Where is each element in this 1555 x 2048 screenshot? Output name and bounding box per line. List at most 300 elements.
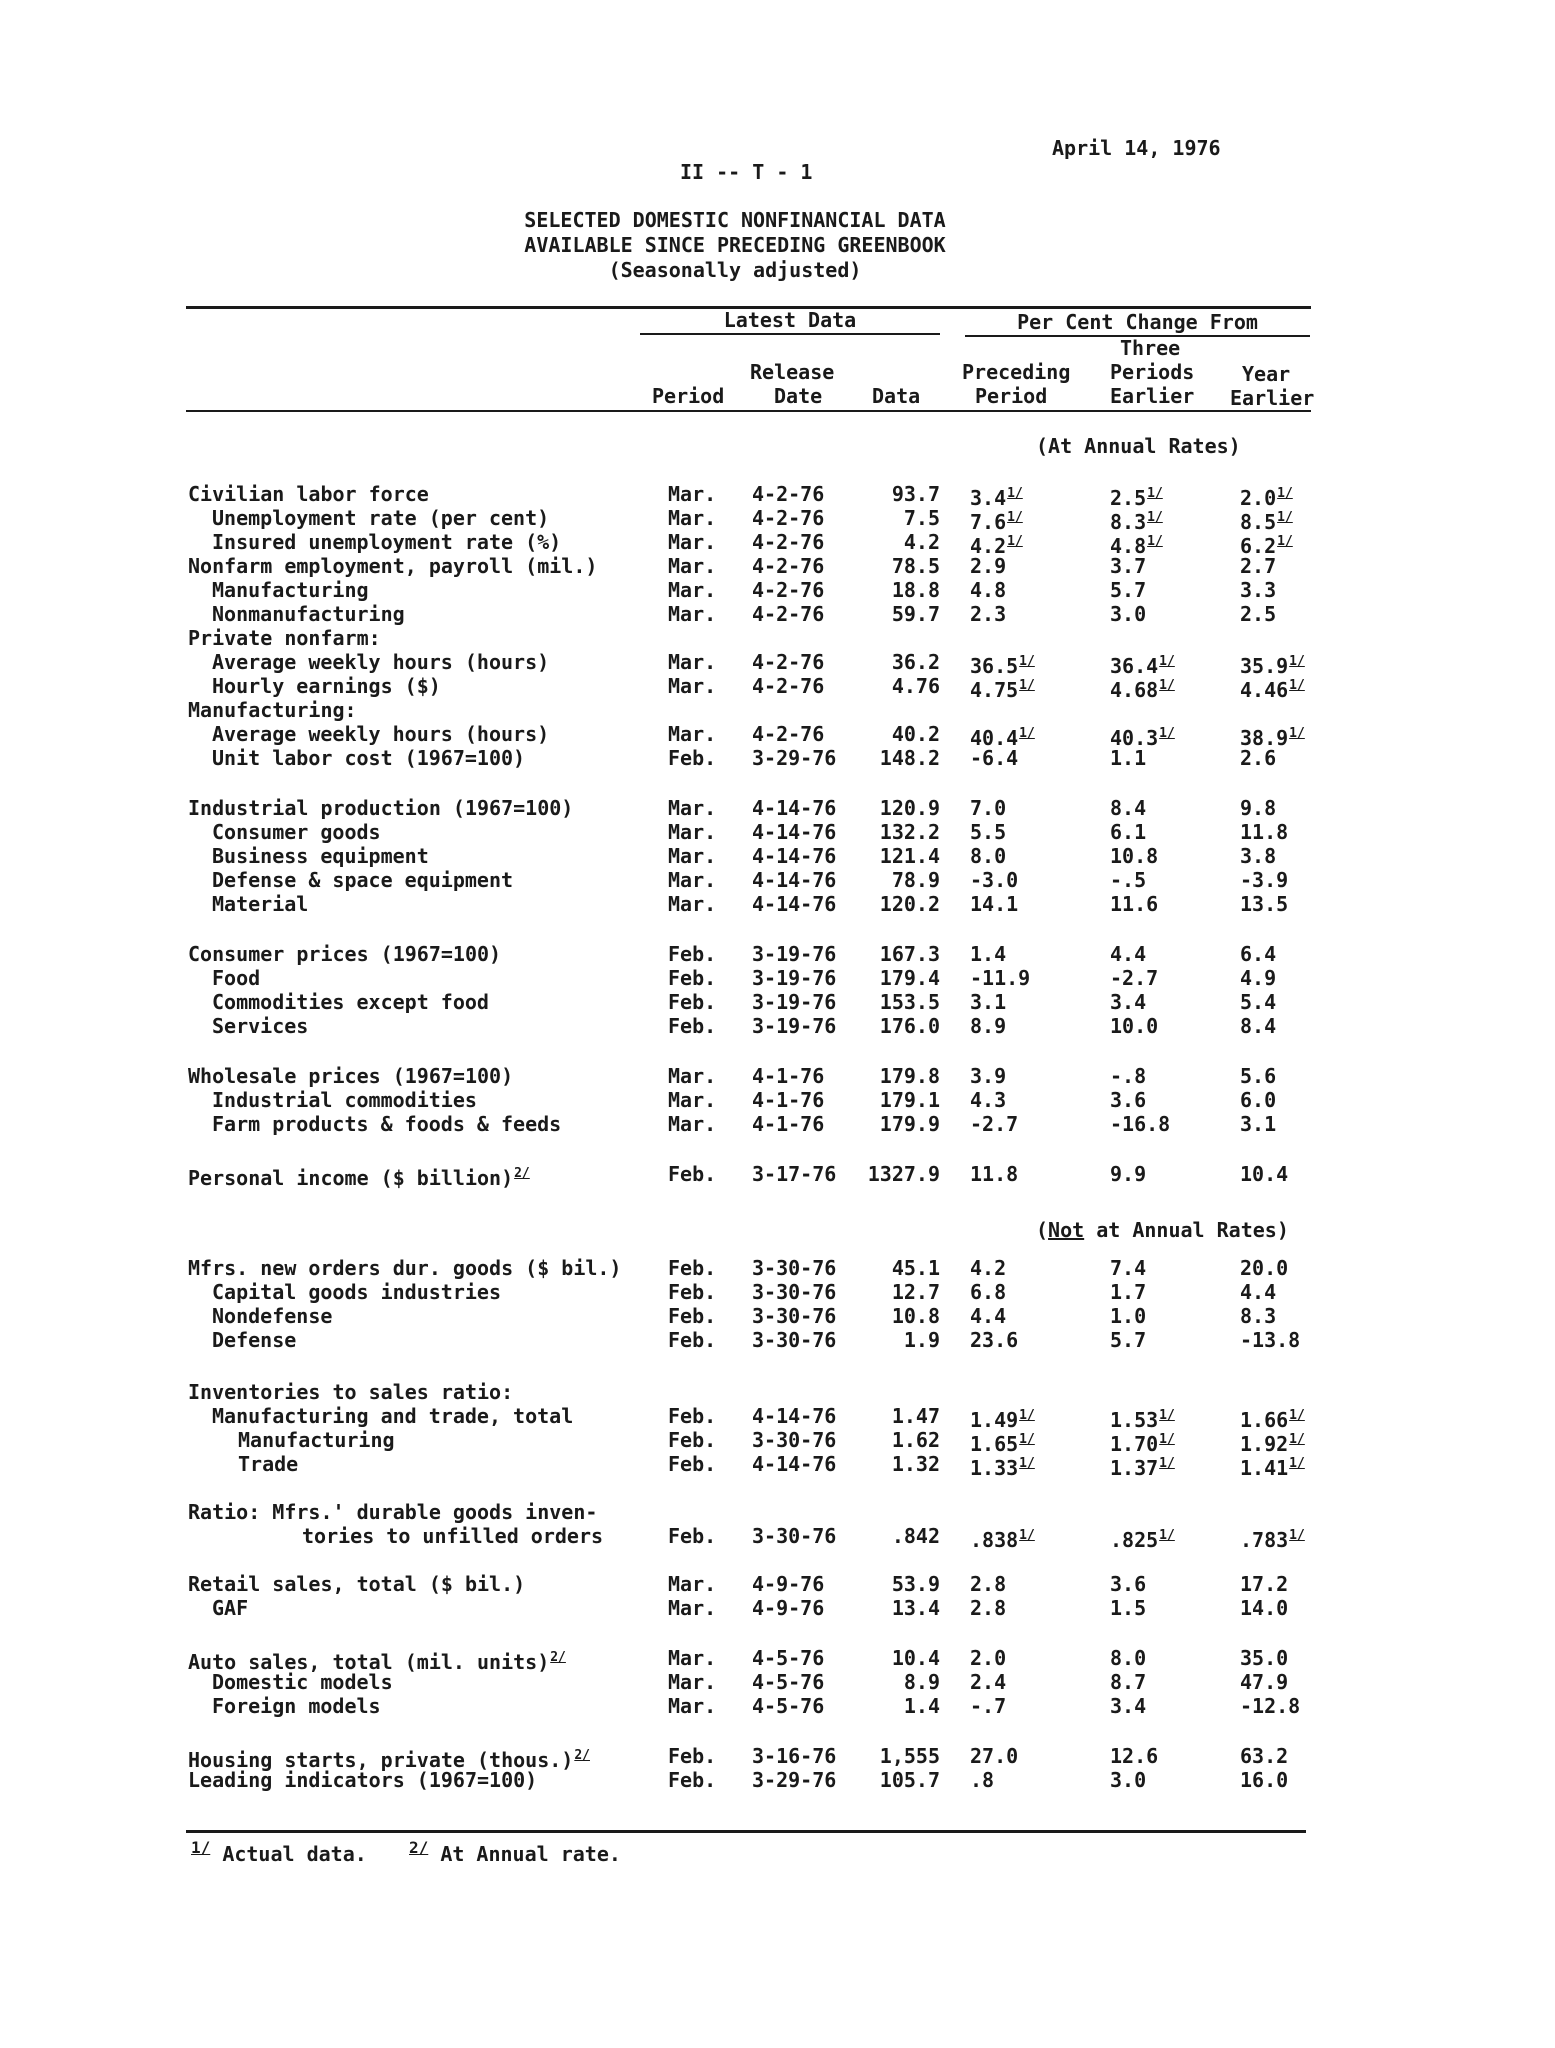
table-row bbox=[0, 844, 1555, 869]
row-release-date bbox=[752, 820, 836, 844]
row-preceding-change bbox=[970, 1572, 1070, 1596]
row-year-change bbox=[1240, 1694, 1330, 1718]
row-label-text: Unemployment rate (per cent) bbox=[212, 506, 550, 530]
row-release-date-value: 4-2-76 bbox=[752, 482, 825, 506]
footnote-marker: 1/ bbox=[1289, 726, 1305, 741]
row-release-date-value: 3-30-76 bbox=[752, 1524, 837, 1548]
row-label-text: Housing starts, private (thous.) bbox=[188, 1748, 574, 1772]
row-label bbox=[212, 1404, 573, 1428]
table-row bbox=[0, 966, 1555, 991]
row-label bbox=[212, 966, 260, 990]
footnote-marker: 1/ bbox=[1007, 534, 1023, 549]
row-preceding-change bbox=[970, 746, 1070, 770]
row-period bbox=[668, 1256, 716, 1280]
row-release-date-value: 3-17-76 bbox=[752, 1162, 837, 1186]
row-period-value: Feb. bbox=[668, 746, 717, 770]
col-head-release-1: Release bbox=[750, 360, 835, 384]
row-year-change bbox=[1240, 868, 1330, 892]
row-data-value: 1.62 bbox=[891, 1428, 940, 1452]
row-period-value: Mar. bbox=[668, 820, 717, 844]
row-preceding-change-value: 4.4 bbox=[970, 1304, 1007, 1328]
row-preceding-change bbox=[970, 1064, 1070, 1088]
row-data bbox=[850, 868, 940, 892]
at-annual-rates-note: (At Annual Rates) bbox=[1036, 434, 1241, 458]
row-preceding-change-value: 40.4 bbox=[970, 726, 1019, 750]
row-three-periods-change bbox=[1110, 1256, 1210, 1280]
footnote-marker: 1/ bbox=[1159, 678, 1175, 693]
row-preceding-change bbox=[970, 1328, 1070, 1352]
row-release-date-value: 3-19-76 bbox=[752, 1014, 837, 1038]
row-period bbox=[668, 578, 716, 602]
table-row bbox=[0, 578, 1555, 603]
row-year-change-value: 10.4 bbox=[1240, 1162, 1289, 1186]
latest-data-rule bbox=[640, 333, 940, 335]
row-year-change bbox=[1240, 1088, 1330, 1112]
row-data-value: 12.7 bbox=[891, 1280, 940, 1304]
row-three-periods-change-value: 11.6 bbox=[1110, 892, 1159, 916]
row-period bbox=[668, 844, 716, 868]
row-year-change-value: 2.5 bbox=[1240, 602, 1277, 626]
row-three-periods-change-value: -.5 bbox=[1110, 868, 1147, 892]
row-year-change-value: 3.1 bbox=[1240, 1112, 1277, 1136]
table-row bbox=[0, 1694, 1555, 1719]
row-period bbox=[668, 530, 716, 554]
footnote-marker: 1/ bbox=[1159, 726, 1175, 741]
row-release-date bbox=[752, 1112, 824, 1136]
row-preceding-change bbox=[970, 554, 1070, 578]
row-period-value: Feb. bbox=[668, 1280, 717, 1304]
row-preceding-change bbox=[970, 1088, 1070, 1112]
footnote-marker: 1/ bbox=[1277, 486, 1293, 501]
row-year-change bbox=[1240, 554, 1330, 578]
footnote-marker: 1/ bbox=[1289, 1456, 1305, 1471]
row-data-value: 179.4 bbox=[879, 966, 940, 990]
table-row bbox=[0, 1304, 1555, 1329]
row-year-change-value: 1.66 bbox=[1240, 1408, 1289, 1432]
row-three-periods-change-value: 6.1 bbox=[1110, 820, 1147, 844]
row-release-date bbox=[752, 990, 836, 1014]
row-three-periods-change-value: 8.0 bbox=[1110, 1646, 1147, 1670]
not-annual-rates-note: (Not at Annual Rates) bbox=[1036, 1218, 1289, 1242]
row-release-date bbox=[752, 650, 824, 674]
row-release-date-value: 4-2-76 bbox=[752, 530, 825, 554]
row-three-periods-change-value: -2.7 bbox=[1110, 966, 1159, 990]
row-period bbox=[668, 674, 716, 698]
row-three-periods-change-value: 3.0 bbox=[1110, 602, 1147, 626]
row-preceding-change bbox=[970, 1646, 1070, 1670]
row-label-text: Foreign models bbox=[212, 1694, 381, 1718]
row-label bbox=[188, 698, 357, 722]
row-period bbox=[668, 796, 716, 820]
row-preceding-change-value: -6.4 bbox=[970, 746, 1019, 770]
row-period-value: Feb. bbox=[668, 1524, 717, 1548]
row-period-value: Mar. bbox=[668, 844, 717, 868]
table-row bbox=[0, 1744, 1555, 1772]
row-data-value: 45.1 bbox=[891, 1256, 940, 1280]
row-preceding-change bbox=[970, 820, 1070, 844]
row-data bbox=[850, 530, 940, 554]
row-data bbox=[850, 796, 940, 820]
row-year-change-value: -13.8 bbox=[1240, 1328, 1301, 1352]
row-three-periods-change bbox=[1110, 868, 1210, 892]
row-period-value: Mar. bbox=[668, 1646, 717, 1670]
row-three-periods-change-value: 4.8 bbox=[1110, 534, 1147, 558]
row-release-date-value: 3-19-76 bbox=[752, 990, 837, 1014]
row-release-date bbox=[752, 1744, 836, 1768]
row-release-date bbox=[752, 1670, 824, 1694]
row-release-date bbox=[752, 1304, 836, 1328]
row-period bbox=[668, 1572, 716, 1596]
row-three-periods-change-value: 5.7 bbox=[1110, 578, 1147, 602]
row-data-value: 1327.9 bbox=[867, 1162, 940, 1186]
row-release-date-value: 3-30-76 bbox=[752, 1280, 837, 1304]
row-release-date-value: 4-2-76 bbox=[752, 674, 825, 698]
row-label-text: Nonmanufacturing bbox=[212, 602, 405, 626]
row-label-text: Food bbox=[212, 966, 261, 990]
row-period bbox=[668, 892, 716, 916]
row-label-text: Manufacturing bbox=[212, 578, 369, 602]
row-label-text: Personal income ($ billion) bbox=[188, 1166, 514, 1190]
row-three-periods-change-value: 36.4 bbox=[1110, 654, 1159, 678]
row-preceding-change bbox=[970, 1768, 1070, 1792]
row-period-value: Feb. bbox=[668, 990, 717, 1014]
row-label-text: Manufacturing: bbox=[188, 698, 357, 722]
row-preceding-change-value: 2.4 bbox=[970, 1670, 1007, 1694]
row-year-change-value: 35.0 bbox=[1240, 1646, 1289, 1670]
table-row bbox=[0, 1328, 1555, 1353]
row-release-date-value: 4-1-76 bbox=[752, 1088, 825, 1112]
row-preceding-change bbox=[970, 1744, 1070, 1768]
row-year-change bbox=[1240, 942, 1330, 966]
row-year-change-value: 8.5 bbox=[1240, 510, 1277, 534]
row-year-change bbox=[1240, 1014, 1330, 1038]
row-period bbox=[668, 1088, 716, 1112]
row-data-value: 59.7 bbox=[891, 602, 940, 626]
row-period bbox=[668, 1328, 716, 1352]
row-period-value: Feb. bbox=[668, 1404, 717, 1428]
row-data bbox=[850, 1280, 940, 1304]
row-period-value: Feb. bbox=[668, 1162, 717, 1186]
row-label bbox=[212, 1694, 381, 1718]
row-label-text: Hourly earnings ($) bbox=[212, 674, 441, 698]
footnote-1 bbox=[190, 1838, 367, 1866]
row-release-date-value: 4-2-76 bbox=[752, 578, 825, 602]
row-release-date bbox=[752, 1404, 836, 1428]
table-row bbox=[0, 796, 1555, 821]
row-release-date-value: 4-5-76 bbox=[752, 1694, 825, 1718]
table-row bbox=[0, 650, 1555, 678]
table-row bbox=[0, 506, 1555, 534]
row-three-periods-change-value: .825 bbox=[1110, 1528, 1159, 1552]
row-release-date bbox=[752, 746, 836, 770]
row-label bbox=[212, 722, 549, 746]
col-head-release-2: Date bbox=[774, 384, 823, 408]
row-release-date-value: 4-2-76 bbox=[752, 554, 825, 578]
row-three-periods-change-value: 9.9 bbox=[1110, 1162, 1147, 1186]
row-label-text: Nonfarm employment, payroll (mil.) bbox=[188, 554, 598, 578]
row-three-periods-change-value: 3.6 bbox=[1110, 1572, 1147, 1596]
row-label bbox=[212, 530, 561, 554]
row-label-text: Insured unemployment rate (%) bbox=[212, 530, 562, 554]
table-row bbox=[0, 602, 1555, 627]
row-period-value: Feb. bbox=[668, 1304, 717, 1328]
row-preceding-change bbox=[970, 796, 1070, 820]
row-label bbox=[188, 1768, 537, 1792]
table-row bbox=[0, 1256, 1555, 1281]
row-preceding-change bbox=[970, 602, 1070, 626]
row-three-periods-change bbox=[1110, 892, 1210, 916]
row-three-periods-change-value: 4.68 bbox=[1110, 678, 1159, 702]
row-release-date-value: 4-1-76 bbox=[752, 1112, 825, 1136]
row-three-periods-change bbox=[1110, 1768, 1210, 1792]
row-label-text: Industrial production (1967=100) bbox=[188, 796, 574, 820]
row-year-change bbox=[1240, 1112, 1330, 1136]
row-period bbox=[668, 1524, 716, 1548]
row-release-date-value: 3-19-76 bbox=[752, 942, 837, 966]
footnote-marker: 1/ bbox=[1277, 510, 1293, 525]
row-data-value: 10.8 bbox=[891, 1304, 940, 1328]
row-label bbox=[188, 1064, 513, 1088]
row-three-periods-change-value: 3.6 bbox=[1110, 1088, 1147, 1112]
row-data bbox=[850, 1670, 940, 1694]
table-row bbox=[0, 868, 1555, 893]
col-head-preceding-1: Preceding bbox=[962, 360, 1071, 384]
row-period bbox=[668, 554, 716, 578]
row-year-change-value: 63.2 bbox=[1240, 1744, 1289, 1768]
row-period bbox=[668, 1596, 716, 1620]
row-release-date bbox=[752, 506, 824, 530]
row-release-date bbox=[752, 1694, 824, 1718]
row-data bbox=[850, 722, 940, 746]
row-period bbox=[668, 1064, 716, 1088]
row-release-date-value: 4-14-76 bbox=[752, 868, 837, 892]
table-row bbox=[0, 1596, 1555, 1621]
row-preceding-change-value: -.7 bbox=[970, 1694, 1007, 1718]
row-data bbox=[850, 942, 940, 966]
row-year-change-value: 4.46 bbox=[1240, 678, 1289, 702]
row-preceding-change-value: 1.33 bbox=[970, 1456, 1019, 1480]
row-data-value: 18.8 bbox=[891, 578, 940, 602]
row-period-value: Feb. bbox=[668, 1428, 717, 1452]
row-data bbox=[850, 1596, 940, 1620]
row-year-change bbox=[1240, 1572, 1330, 1596]
table-row bbox=[0, 746, 1555, 771]
row-label bbox=[212, 844, 429, 868]
row-data-value: 179.9 bbox=[879, 1112, 940, 1136]
row-release-date-value: 4-2-76 bbox=[752, 650, 825, 674]
row-data-value: 93.7 bbox=[891, 482, 940, 506]
row-year-change-value: 35.9 bbox=[1240, 654, 1289, 678]
row-three-periods-change bbox=[1110, 1112, 1210, 1136]
row-data bbox=[850, 1572, 940, 1596]
row-release-date-value: 4-14-76 bbox=[752, 844, 837, 868]
row-three-periods-change-value: 1.37 bbox=[1110, 1456, 1159, 1480]
row-year-change-value: 6.0 bbox=[1240, 1088, 1277, 1112]
row-data bbox=[850, 1694, 940, 1718]
row-data-value: 36.2 bbox=[891, 650, 940, 674]
row-release-date bbox=[752, 1256, 836, 1280]
row-release-date bbox=[752, 796, 836, 820]
row-release-date-value: 3-30-76 bbox=[752, 1256, 837, 1280]
row-period-value: Mar. bbox=[668, 674, 717, 698]
table-row bbox=[0, 1380, 1555, 1405]
row-three-periods-change-value: 3.0 bbox=[1110, 1768, 1147, 1792]
row-three-periods-change-value: 5.7 bbox=[1110, 1328, 1147, 1352]
row-period bbox=[668, 820, 716, 844]
row-label bbox=[212, 578, 369, 602]
row-label bbox=[212, 868, 513, 892]
row-three-periods-change bbox=[1110, 578, 1210, 602]
row-three-periods-change bbox=[1110, 1670, 1210, 1694]
row-release-date-value: 4-5-76 bbox=[752, 1670, 825, 1694]
row-three-periods-change bbox=[1110, 1280, 1210, 1304]
row-data bbox=[850, 1304, 940, 1328]
row-year-change-value: .783 bbox=[1240, 1528, 1289, 1552]
row-period bbox=[668, 1280, 716, 1304]
row-release-date bbox=[752, 1088, 824, 1112]
row-data-value: 13.4 bbox=[891, 1596, 940, 1620]
row-data-value: 78.5 bbox=[891, 554, 940, 578]
row-preceding-change-value: 14.1 bbox=[970, 892, 1019, 916]
row-release-date bbox=[752, 1328, 836, 1352]
row-year-change bbox=[1240, 892, 1330, 916]
row-release-date bbox=[752, 1452, 836, 1476]
table-row bbox=[0, 990, 1555, 1015]
col-head-year-2: Earlier bbox=[1230, 386, 1315, 410]
row-preceding-change-value: 8.9 bbox=[970, 1014, 1007, 1038]
row-release-date-value: 4-14-76 bbox=[752, 796, 837, 820]
row-three-periods-change bbox=[1110, 1014, 1210, 1038]
row-preceding-change-value: 2.3 bbox=[970, 602, 1007, 626]
row-preceding-change bbox=[970, 1452, 1070, 1480]
row-data bbox=[850, 1404, 940, 1428]
row-label bbox=[188, 626, 381, 650]
row-preceding-change-value: 8.0 bbox=[970, 844, 1007, 868]
row-preceding-change bbox=[970, 1694, 1070, 1718]
row-year-change bbox=[1240, 1768, 1330, 1792]
footnote-2-mark: 2/ bbox=[409, 1838, 429, 1857]
row-data-value: 132.2 bbox=[879, 820, 940, 844]
row-year-change-value: 3.3 bbox=[1240, 578, 1277, 602]
row-year-change bbox=[1240, 1256, 1330, 1280]
table-row bbox=[0, 1500, 1555, 1525]
row-year-change-value: 11.8 bbox=[1240, 820, 1289, 844]
row-year-change bbox=[1240, 796, 1330, 820]
row-data-value: 1.32 bbox=[891, 1452, 940, 1476]
row-three-periods-change-value: 8.3 bbox=[1110, 510, 1147, 534]
row-data-value: 148.2 bbox=[879, 746, 940, 770]
row-period-value: Mar. bbox=[668, 1572, 717, 1596]
document-date: April 14, 1976 bbox=[1052, 136, 1221, 160]
row-year-change bbox=[1240, 746, 1330, 770]
row-release-date-value: 3-30-76 bbox=[752, 1428, 837, 1452]
row-label-text: Services bbox=[212, 1014, 309, 1038]
row-period-value: Mar. bbox=[668, 602, 717, 626]
row-period bbox=[668, 746, 716, 770]
row-label bbox=[188, 1572, 525, 1596]
row-release-date bbox=[752, 1014, 836, 1038]
row-period bbox=[668, 1452, 716, 1476]
row-data-value: 40.2 bbox=[891, 722, 940, 746]
row-three-periods-change-value: 1.70 bbox=[1110, 1432, 1159, 1456]
row-label bbox=[212, 1328, 296, 1352]
row-release-date-value: 4-9-76 bbox=[752, 1596, 825, 1620]
row-year-change bbox=[1240, 1064, 1330, 1088]
row-data bbox=[850, 1524, 940, 1548]
row-label-text: Wholesale prices (1967=100) bbox=[188, 1064, 514, 1088]
row-preceding-change-value: 1.49 bbox=[970, 1408, 1019, 1432]
row-preceding-change-value: 4.2 bbox=[970, 1256, 1007, 1280]
row-preceding-change-value: 6.8 bbox=[970, 1280, 1007, 1304]
footnote-marker: 1/ bbox=[1289, 654, 1305, 669]
row-release-date bbox=[752, 578, 824, 602]
table-row bbox=[0, 942, 1555, 967]
row-three-periods-change bbox=[1110, 1694, 1210, 1718]
row-year-change bbox=[1240, 1162, 1330, 1186]
row-data bbox=[850, 1768, 940, 1792]
row-year-change-value: 6.2 bbox=[1240, 534, 1277, 558]
table-row bbox=[0, 674, 1555, 702]
row-period-value: Mar. bbox=[668, 722, 717, 746]
row-data-value: 167.3 bbox=[879, 942, 940, 966]
row-data bbox=[850, 1646, 940, 1670]
row-preceding-change bbox=[970, 578, 1070, 602]
row-three-periods-change-value: 2.5 bbox=[1110, 486, 1147, 510]
row-label bbox=[212, 1596, 248, 1620]
row-data-value: 8.9 bbox=[903, 1670, 940, 1694]
row-preceding-change bbox=[970, 1670, 1070, 1694]
row-three-periods-change bbox=[1110, 1328, 1210, 1352]
row-data bbox=[850, 1162, 940, 1186]
row-year-change-value: 13.5 bbox=[1240, 892, 1289, 916]
row-data bbox=[850, 602, 940, 626]
footnote-marker: 1/ bbox=[1019, 1528, 1035, 1543]
row-data bbox=[850, 1256, 940, 1280]
footnote-marker: 1/ bbox=[1019, 654, 1035, 669]
table-row bbox=[0, 1428, 1555, 1456]
table-row bbox=[0, 1768, 1555, 1793]
row-three-periods-change-value: -.8 bbox=[1110, 1064, 1147, 1088]
row-period-value: Mar. bbox=[668, 868, 717, 892]
row-label-text: Commodities except food bbox=[212, 990, 489, 1014]
row-three-periods-change bbox=[1110, 1088, 1210, 1112]
row-release-date bbox=[752, 1280, 836, 1304]
row-label-text: Trade bbox=[238, 1452, 299, 1476]
row-period-value: Feb. bbox=[668, 1452, 717, 1476]
row-preceding-change-value: 3.9 bbox=[970, 1064, 1007, 1088]
row-release-date bbox=[752, 868, 836, 892]
row-data bbox=[850, 746, 940, 770]
footnote-marker: 1/ bbox=[1147, 510, 1163, 525]
table-row bbox=[0, 820, 1555, 845]
row-period-value: Feb. bbox=[668, 1256, 717, 1280]
table-row bbox=[0, 892, 1555, 917]
not-word: Not bbox=[1048, 1218, 1085, 1242]
row-label bbox=[188, 554, 597, 578]
row-release-date-value: 3-30-76 bbox=[752, 1304, 837, 1328]
row-preceding-change-value: 1.4 bbox=[970, 942, 1007, 966]
row-data bbox=[850, 1744, 940, 1768]
footnote-2 bbox=[408, 1838, 621, 1866]
row-period-value: Feb. bbox=[668, 1014, 717, 1038]
row-label-text: Inventories to sales ratio: bbox=[188, 1380, 514, 1404]
row-year-change bbox=[1240, 966, 1330, 990]
row-year-change bbox=[1240, 1452, 1330, 1480]
footnote-marker: 1/ bbox=[1159, 1408, 1175, 1423]
row-label bbox=[212, 650, 549, 674]
row-year-change-value: 4.4 bbox=[1240, 1280, 1277, 1304]
footnote-1-mark: 1/ bbox=[191, 1838, 211, 1857]
